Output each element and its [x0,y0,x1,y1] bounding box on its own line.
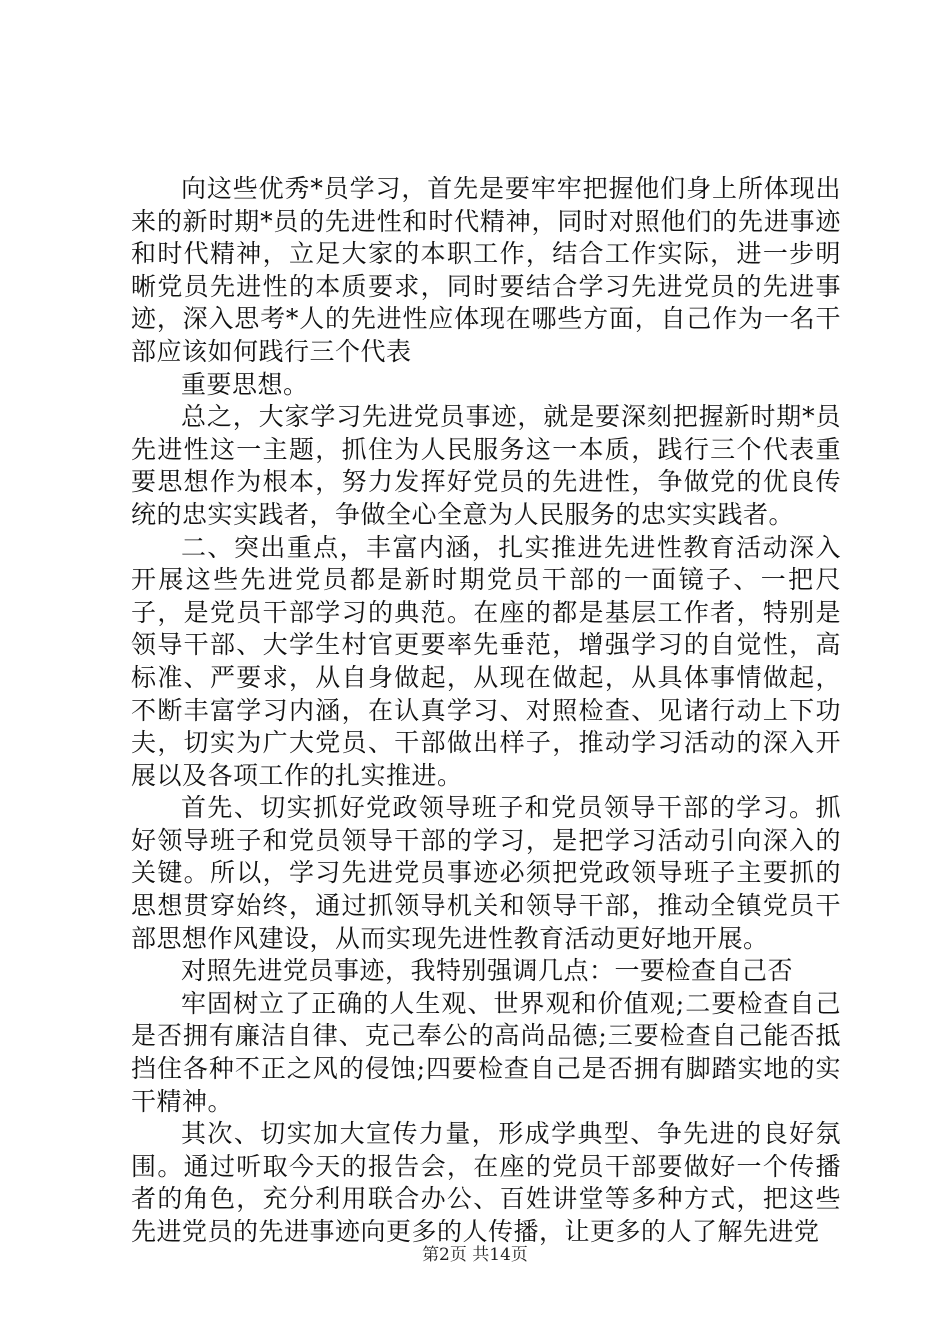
paragraph-1: 向这些优秀*员学习，首先是要牢牢把握他们身上所体现出来的新时期*员的先进性和时代精神，同时对照他们的先进事迹和时代精神，立足大家的本职工作，结合工作实际，进一步明晰党员先进性的本质要求，同时要结合学习先进党员的先进事迹，深入思考*人的先进性应体现在哪些方面，自己作为一名干部应该如何践行三个代表 [131,174,841,366]
paragraph-3: 总之，大家学习先进党员事迹，就是要深刻把握新时期*员先进性这一主题，抓住为人民服务这一本质，践行三个代表重要思想作为根本，努力发挥好党员的先进性，争做党的优良传统的忠实实践者，争做全心全意为人民服务的忠实实践者。 [131,402,841,529]
document-body [131,173,841,1249]
paragraph-8: 其次、切实加大宣传力量，形成学典型、争先进的良好氛围。通过听取今天的报告会，在座的党员干部要做好一个传播者的角色，充分利用联合办公、百姓讲堂等多种方式，把这些先进党员的先进事迹向更多的人传播，让更多的人了解先进党 [131,1119,841,1246]
paragraph-7: 牢固树立了正确的人生观、世界观和价值观;二要检查自己是否拥有廉洁自律、克己奉公的高尚品德;三要检查自己能否抵挡住各种不正之风的侵蚀;四要检查自己是否拥有脚踏实地的实干精神。 [131,988,841,1116]
paragraph-4: 二、突出重点，丰富内涵，扎实推进先进性教育活动深入开展这些先进党员都是新时期党员干部的一面镜子、一把尺子，是党员干部学习的典范。在座的都是基层工作者，特别是领导干部、大学生村官更要率先垂范，增强学习的自觉性，高标准、严要求，从自身做起，从现在做起，从具体事情做起，不断丰富学习内涵，在认真学习、对照检查、见诸行动上下功夫，切实为广大党员、干部做出样子，推动学习活动的深入开展以及各项工作的扎实推进。 [131,532,841,790]
paragraph-2: 重要思想。 [181,369,309,399]
paragraph-6: 对照先进党员事迹，我特别强调几点：一要检查自己否 [181,956,794,986]
page-number-label: 第2页 共14页 [422,1245,528,1265]
page-footer [0,1244,950,1266]
paragraph-5: 首先、切实抓好党政领导班子和党员领导干部的学习。抓好领导班子和党员领导干部的学习，是把学习活动引向深入的关键。所以，学习先进党员事迹必须把党政领导班子主要抓的思想贯穿始终，通过抓领导机关和领导干部，推动全镇党员干部思想作风建设，从而实现先进性教育活动更好地开展。 [131,793,841,953]
